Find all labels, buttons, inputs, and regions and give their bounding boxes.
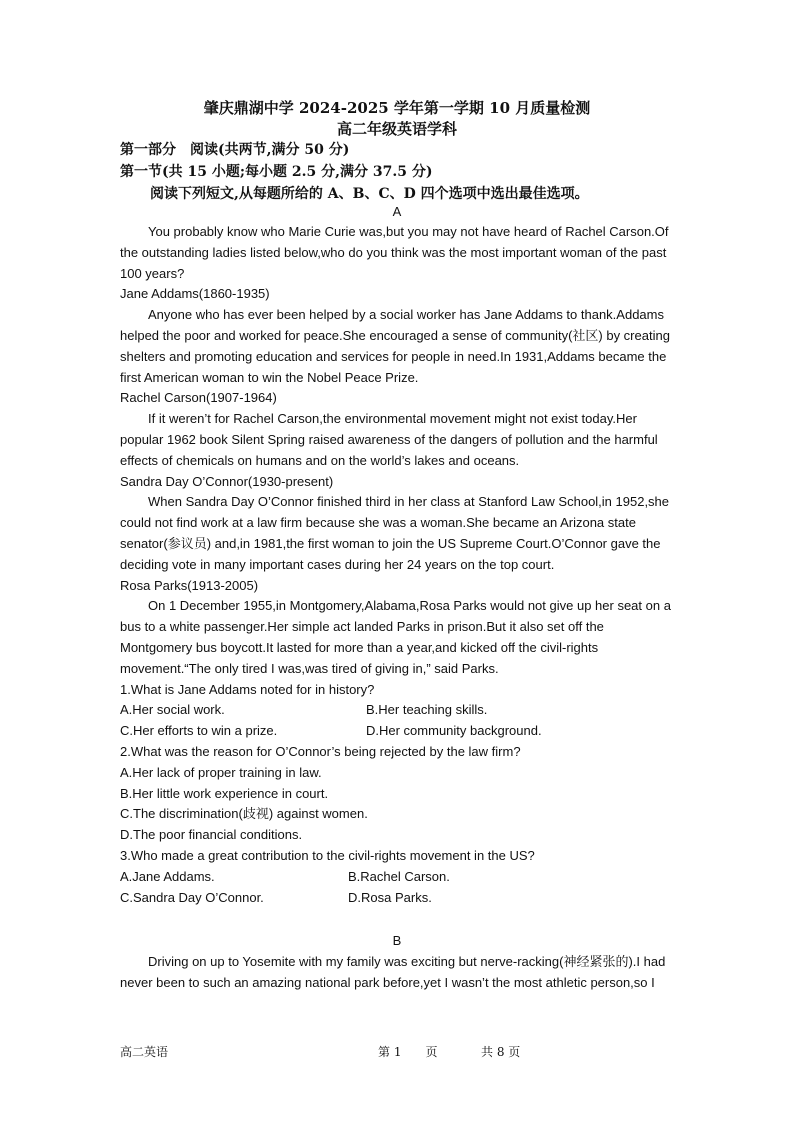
passage-b-text: Driving on up to Yosemite with my family was exciting but nerve-racking(神经紧张的).I had never been to such an amazing national park before,yet I wasn’t the most athletic person,so I [120,954,666,990]
option-c: C.The discrimination(歧视) against women. [120,806,368,822]
question-stem: 3.Who made a great contribution to the civil-rights movement in the US? [120,847,535,863]
entry-name: Sandra Day O’Connor(1930-present) [120,473,334,489]
question-options-row [120,888,676,909]
exam-subtitle: 高二年级英语学科 [336,120,457,138]
option-d: D.Rosa Parks. [348,889,432,905]
section-heading: 第一节(共 15 小题;每小题 2.5 分,满分 37.5 分) [120,164,433,180]
entry-text: When Sandra Day O’Connor finished third in her class at Stanford Law School,in 1952,she could not find work at a law firm because she was a woman.She became an Arizona state senator(参议员) and,in 1981,the first woman to join the US Supreme Court.O’Connor gave the deciding vote in many important cases during her 24 years on the top court. [120,494,670,572]
entry-name: Jane Addams(1860-1935) [120,286,270,302]
option-a: A.Her social work. [120,702,225,718]
option-b: B.Her little work experience in court. [120,785,329,801]
entry-text: Anyone who has ever been helped by a social worker has Jane Addams to thank.Addams helped the poor and worked for peace.She encouraged a sense of community(社区) by creating shelters and promoting education and services for people in need.In 1931,Addams became the first American woman to win the Nobel Peace Prize. [120,307,670,385]
entry-text: If it weren’t for Rachel Carson,the environmental movement might not exist today.Her popular 1962 book Silent Spring raised awareness of the dangers of pollution and the harmful effects of chemicals on humans and on the world’s lakes and oceans. [120,411,658,468]
option-a: A.Jane Addams. [120,868,215,884]
question-options-row [120,867,676,888]
question-options-row [120,721,676,742]
part-heading: 第一部分 阅读(共两节,满分 50 分) [120,142,350,158]
option-b: B.Her teaching skills. [366,702,488,718]
question-stem: 1.What is Jane Addams noted for in history? [120,681,375,697]
option-d: D.The poor financial conditions. [120,827,303,843]
option-a: A.Her lack of proper training in law. [120,764,322,780]
option-c: C.Sandra Day O’Connor. [120,889,264,905]
option-c: C.Her efforts to win a prize. [120,723,278,739]
passage-a-intro: You probably know who Marie Curie was,but you may not have heard of Rachel Carson.Of the outstanding ladies listed below,who do you think was the most important woman of the past 100 years? [120,224,669,281]
option-b: B.Rachel Carson. [348,868,450,884]
question-options-row [120,700,676,721]
option-d: D.Her community background. [366,723,542,739]
passage-a-label: A [392,204,402,219]
footer-subject: 高二英语 [120,1045,169,1059]
question-stem: 2.What was the reason for O’Connor’s being rejected by the law firm? [120,743,521,759]
entry-text: On 1 December 1955,in Montgomery,Alabama,Rosa Parks would not give up her seat on a bus to a white passenger.Her simple act landed Parks in prison.But it also set off the Montgomery bus boycott.It lasted for more than a year,and kicked off the civil-rights movement.“The only tired I was,was tired of giving in,” said Parks. [120,598,671,676]
passage-a-body [120,222,676,908]
footer-page-number: 第 1 页 [378,1045,438,1059]
passage-b-label: B [392,933,402,948]
entry-name: Rachel Carson(1907-1964) [120,390,277,406]
passage-b-body [120,952,676,994]
footer-total-pages: 共 8 页 [481,1045,521,1059]
exam-title: 肇庆鼎湖中学 2024-2025 学年第一学期 10 月质量检测 [203,99,591,117]
instruction-text: 阅读下列短文,从每题所给的 A、B、C、D 四个选项中选出最佳选项。 [150,186,589,202]
entry-name: Rosa Parks(1913-2005) [120,577,259,593]
